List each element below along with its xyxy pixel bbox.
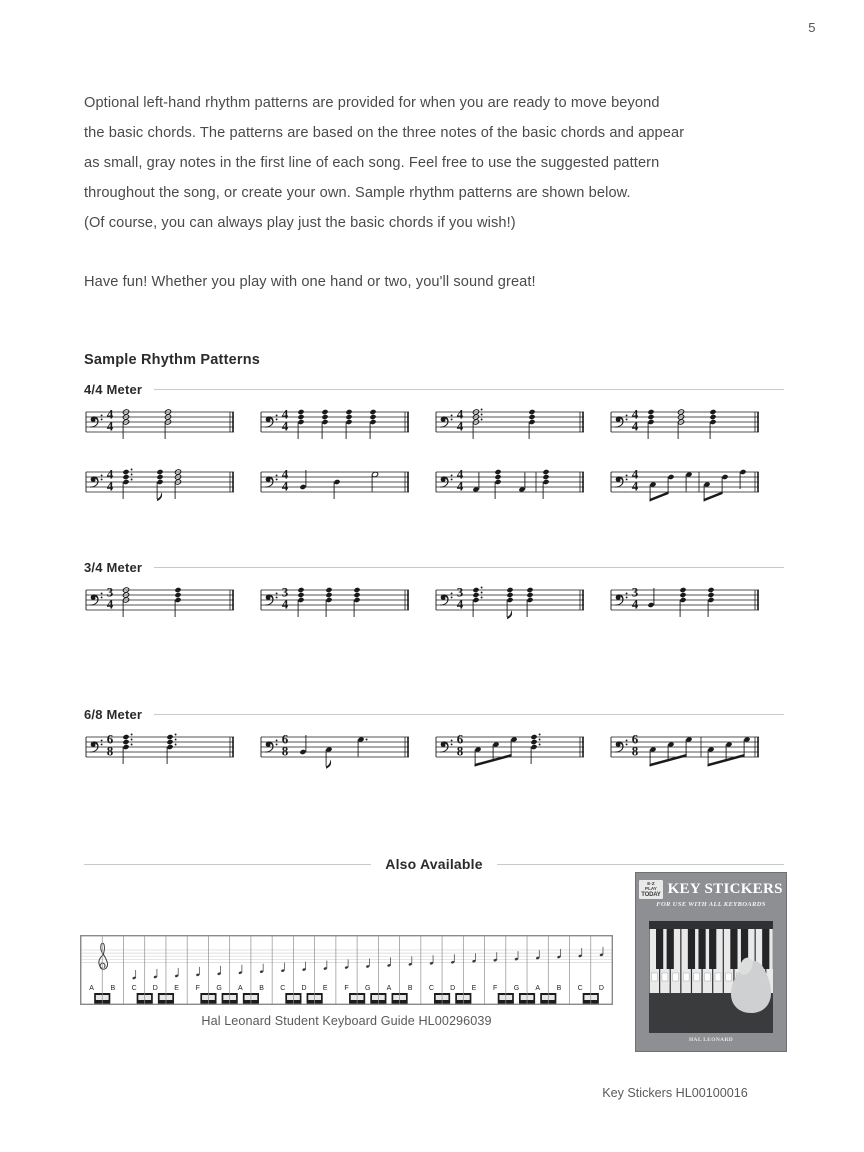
intro-line: as small, gray notes in the first line of each song. Feel free to use the suggested pattern — [84, 155, 660, 171]
meter-section-6-8 — [84, 705, 784, 783]
meter-label: 4/4 Meter — [84, 381, 143, 397]
rhythm-pattern-quarter-eighth-dotted-quarter — [259, 723, 434, 783]
rhythm-pattern-bass-note-two-chords — [609, 576, 784, 636]
svg-text:6: 6 — [106, 731, 114, 747]
svg-text:D: D — [152, 985, 158, 992]
page-number: 5 — [808, 20, 816, 35]
svg-text:4: 4 — [106, 406, 114, 422]
keyboard-guide-image — [80, 935, 613, 1005]
piano-keys-graphic — [649, 921, 773, 1033]
meter-divider — [154, 714, 784, 715]
cover-brand-row — [641, 880, 783, 899]
meter-header — [84, 380, 784, 398]
svg-text:4: 4 — [631, 478, 639, 494]
meter-header — [84, 558, 784, 576]
cover-subtitle: FOR USE WITH ALL KEYBOARDS — [656, 901, 766, 909]
svg-text:E: E — [322, 985, 328, 992]
rhythm-pattern-half-plus-quarter-chords — [84, 576, 259, 636]
svg-text:4: 4 — [631, 596, 639, 612]
svg-text:B: B — [407, 985, 413, 992]
svg-text:B: B — [259, 985, 264, 992]
svg-text:F: F — [493, 985, 498, 992]
cover-publisher: HAL LEONARD — [688, 1037, 734, 1043]
intro-line: Optional left-hand rhythm patterns are provided for when you are ready to move beyond — [84, 95, 660, 111]
meter-label: 6/8 Meter — [84, 706, 143, 722]
rhythm-pattern-alternating-bass-chord — [434, 458, 609, 518]
meter-divider — [154, 567, 784, 568]
svg-text:8: 8 — [281, 743, 289, 759]
svg-text:D: D — [301, 985, 307, 992]
svg-text:B: B — [556, 985, 562, 992]
meter-section-4-4 — [84, 380, 784, 518]
svg-text:A: A — [535, 985, 540, 992]
svg-text:6: 6 — [281, 731, 289, 747]
svg-text:4: 4 — [106, 596, 114, 612]
svg-text:4: 4 — [281, 406, 289, 422]
svg-text:B: B — [110, 985, 116, 992]
cover-piano-photo — [649, 921, 773, 1033]
intro-closing-line: Have fun! Whether you play with one hand or two, you'll sound great! — [84, 274, 536, 290]
rhythm-pattern-dotted-quarter-eighth-quarter — [434, 576, 609, 636]
svg-text:4: 4 — [456, 418, 464, 434]
cover-title: KEY STICKERS — [667, 881, 783, 897]
ez-play-line: E-Z PLAY — [645, 880, 657, 892]
svg-text:C: C — [131, 985, 137, 992]
meter-label: 3/4 Meter — [84, 559, 143, 575]
ez-play-today-logo — [639, 880, 662, 899]
meter-divider — [154, 389, 784, 390]
svg-text:4: 4 — [281, 418, 289, 434]
svg-text:3: 3 — [456, 584, 464, 600]
also-available-header — [84, 856, 784, 872]
keyboard-guide-caption: Hal Leonard Student Keyboard Guide HL00296039 — [201, 1014, 492, 1028]
intro-text-block — [84, 88, 784, 297]
rhythm-pattern-quarter-half-quarter — [609, 398, 784, 458]
cover-inner — [641, 879, 783, 1045]
rhythm-pattern-two-dotted-quarter-chords — [84, 723, 259, 783]
svg-text:4: 4 — [281, 466, 289, 482]
svg-text:D: D — [598, 985, 604, 992]
also-available-rule-left — [84, 864, 371, 865]
svg-text:4: 4 — [106, 478, 114, 494]
staff-grid-3-4 — [84, 576, 784, 636]
rhythm-pattern-dotted-half-plus-quarter — [434, 398, 609, 458]
svg-text:8: 8 — [456, 743, 464, 759]
svg-text:A: A — [237, 985, 243, 992]
cover-header — [641, 879, 783, 909]
intro-line: the basic chords. The patterns are based on the three notes of the basic chords and appear — [84, 125, 685, 141]
svg-text:C: C — [577, 985, 583, 992]
svg-text:4: 4 — [631, 418, 639, 434]
svg-text:4: 4 — [456, 406, 464, 422]
staff-grid-6-8 — [84, 723, 784, 783]
svg-text:C: C — [280, 985, 286, 992]
also-available-title: Also Available — [385, 856, 483, 872]
svg-text:3: 3 — [106, 584, 114, 600]
rhythm-pattern-three-quarter-chords — [259, 576, 434, 636]
svg-text:4: 4 — [106, 418, 114, 434]
staff-grid-4-4 — [84, 398, 784, 518]
svg-text:8: 8 — [106, 743, 114, 759]
svg-text:A: A — [89, 985, 94, 992]
svg-text:8: 8 — [631, 743, 639, 759]
svg-text:3: 3 — [281, 584, 289, 600]
svg-text:F: F — [344, 985, 349, 992]
svg-text:D: D — [450, 985, 456, 992]
svg-text:C: C — [428, 985, 434, 992]
meter-section-3-4 — [84, 558, 784, 636]
svg-text:3: 3 — [631, 584, 639, 600]
rhythm-pattern-two-half-chords — [84, 398, 259, 458]
key-stickers-cover-image — [635, 872, 787, 1052]
today-line: TODAY — [641, 891, 661, 898]
svg-text:4: 4 — [631, 466, 639, 482]
svg-text:6: 6 — [456, 731, 464, 747]
svg-text:G: G — [513, 985, 520, 992]
svg-text:4: 4 — [456, 478, 464, 494]
svg-text:F: F — [195, 985, 200, 992]
svg-text:4: 4 — [281, 596, 289, 612]
svg-text:4: 4 — [456, 596, 464, 612]
keyboard-guide-graphic — [81, 936, 612, 1004]
svg-text:G: G — [365, 985, 371, 992]
rhythm-pattern-beamed-eighths-pairs — [609, 458, 784, 518]
svg-text:E: E — [174, 985, 179, 992]
rhythm-pattern-single-notes-quarters-half — [259, 458, 434, 518]
rhythm-pattern-four-quarter-chords — [259, 398, 434, 458]
sample-rhythm-patterns-heading: Sample Rhythm Patterns — [84, 352, 261, 368]
rhythm-pattern-three-eighths-dotted-chord — [434, 723, 609, 783]
svg-text:6: 6 — [631, 731, 639, 747]
intro-line: (Of course, you can always play just the basic chords if you wish!) — [84, 215, 516, 231]
rhythm-pattern-dotted-quarter-eighth-half — [84, 458, 259, 518]
svg-text:4: 4 — [106, 466, 114, 482]
svg-text:4: 4 — [456, 466, 464, 482]
also-available-rule-right — [497, 864, 784, 865]
svg-text:4: 4 — [281, 478, 289, 494]
meter-header — [84, 705, 784, 723]
svg-text:G: G — [216, 985, 222, 992]
rhythm-pattern-six-beamed-eighths — [609, 723, 784, 783]
svg-text:E: E — [471, 985, 477, 992]
svg-text:4: 4 — [631, 406, 639, 422]
svg-text:A: A — [386, 985, 392, 992]
intro-line: throughout the song, or create your own. Sample rhythm patterns are shown below. — [84, 185, 631, 201]
key-stickers-caption: Key Stickers HL00100016 — [602, 1086, 748, 1100]
